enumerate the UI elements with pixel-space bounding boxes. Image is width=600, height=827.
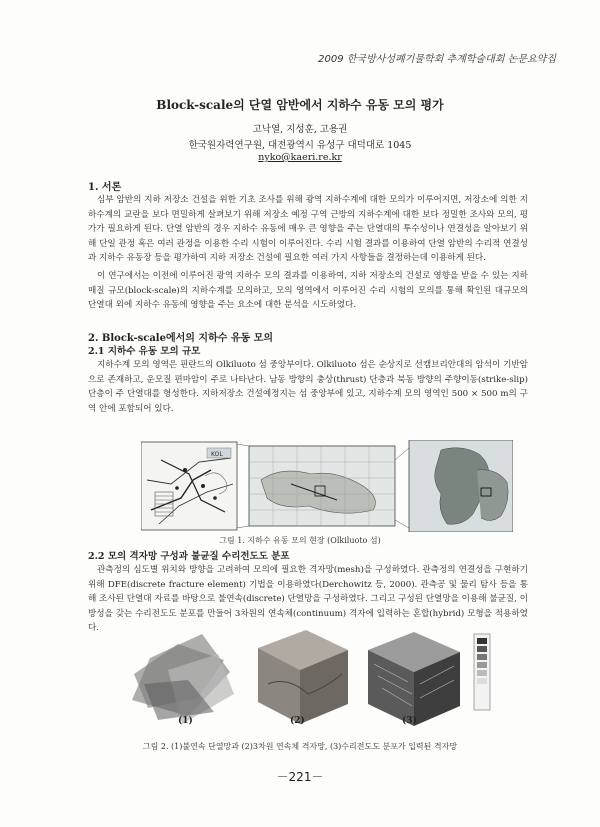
section2-1-heading: 2.1 지하수 유동 모의 규모: [88, 346, 201, 357]
figure2-label-1: (1): [178, 716, 193, 726]
paper-title: Block-scale의 단열 암반에서 지하수 유동 모의 평가: [156, 98, 444, 112]
figure2-caption: 그림 2. (1)불연속 단열망과 (2)3차원 연속체 격자망, (3)수리전도도 분포가 입력된 격자망: [142, 742, 458, 751]
section1-heading: 1. 서론: [88, 182, 122, 193]
regional-map: [409, 440, 513, 532]
color-legend: [474, 634, 490, 710]
map-label: KOL: [211, 451, 223, 458]
paper-affiliation: 한국원자력연구원, 대전광역시 유성구 대덕대로 1045: [188, 140, 412, 151]
conductivity-mesh: [368, 632, 460, 726]
section2-2-heading: 2.2 모의 격자망 구성과 불균질 수리전도도 분포: [88, 551, 290, 562]
figure1-site-maps: [141, 440, 513, 532]
3d-continuum-mesh: [258, 630, 348, 724]
figure1-caption: 그림 1. 지하수 유동 모의 현장 (Olkiluoto 섬): [219, 536, 381, 545]
discrete-fracture-network: [132, 634, 234, 724]
island-map: [249, 446, 395, 526]
author-email: nyko@kaeri.re.kr: [258, 152, 342, 163]
paper-authors: 고낙열, 지성훈, 고용권: [252, 124, 348, 135]
section1-paragraph-2: 이 연구에서는 이전에 이루어진 광역 지하수 모의 결과를 이용하여, 지하 저장소의 건설로 영향을 받을 수 있는 지하매질 규모(block-scale)의 지하수계를 모의하고, 모의 영역에서 이루어진 수리 시험의 모의를 통해 확인된 대규모의 단열대 외에 지하수 유동에 영향을 주는 요소에 대한 분석을 시도하였다.: [88, 271, 528, 311]
page-number: －221－: [276, 770, 324, 784]
section1-paragraph-1: 심부 암반의 지하 저장소 건설을 위한 기초 조사를 위해 광역 지하수계에 대한 모의가 이루어지면, 저장소에 의한 지하수계의 교란을 보다 면밀하게 살펴보기 위해 저장소 예정 구역 근방의 지하수계에 대한 보다 정밀한 조사와 모의, 평가가 필요하게 된다. 단열 암반의 경우 지하수 유동에 매우 큰 영향을 주는 단열대의 투수성이나 연결성을 알아보기 위해 단일 관정 혹은 여러 관정을 이용한 수리 시험이 이루어진다. 수리 시험 결과를 이용하여 단열 암반의 수리적 연결성과 지하수 유동장 등을 평가하여 지하 저장소 건설에 필요한 여러 가지 사항들을 결정하는데 이용하게 된다.: [88, 195, 528, 264]
section2-heading: 2. Block-scale에서의 지하수 유동 모의: [88, 333, 274, 344]
figure2-label-2: (2): [290, 716, 305, 726]
figure2-label-3: (3): [402, 716, 417, 726]
section2-2-paragraph: 관측정의 심도별 위치와 방향을 고려하여 모의에 필요한 격자망(mesh)을 구성하였다. 관측정의 연결성을 구현하기 위해 DFE(discrete fracture element) 기법을 이용하였다(Derchowitz 등, 2000). 관측공 및 물리 탐사 등을 통해 조사된 단열대 자료를 바탕으로 불연속(discrete) 단열망을 구성하였다. 그리고 구성된 단열망을 이용해 불균질, 이방성을 갖는 수리전도도 분포를 만들어 3차원의 연속체(continuum) 격자에 입력하는 혼합(hybrid) 모형을 적용하였다.: [88, 565, 528, 634]
proceedings-header: 2009 한국방사성폐기물학회 추계학술대회 논문요약집: [318, 54, 556, 65]
figure2-model-views: [128, 624, 496, 728]
local-fracture-map: [141, 442, 237, 530]
section2-1-paragraph: 지하수계 모의 영역은 핀란드의 Olkiluoto 섬 중앙부이다. Olkiluoto 섬은 순상지로 선캠브리안대의 암석이 기반암으로 존재하고, 운모질 편마암이 주로 나타난다. 남동 방향의 충상(thrust) 단층과 북동 방향의 주향이동(strike-slip) 단층이 주 단열대를 형성한다. 지하저장소 건설예정지는 섬 중앙부에 있고, 지하수계 모의 영역인 500 × 500 m의 구역 안에 포함되어 있다.: [88, 360, 528, 414]
